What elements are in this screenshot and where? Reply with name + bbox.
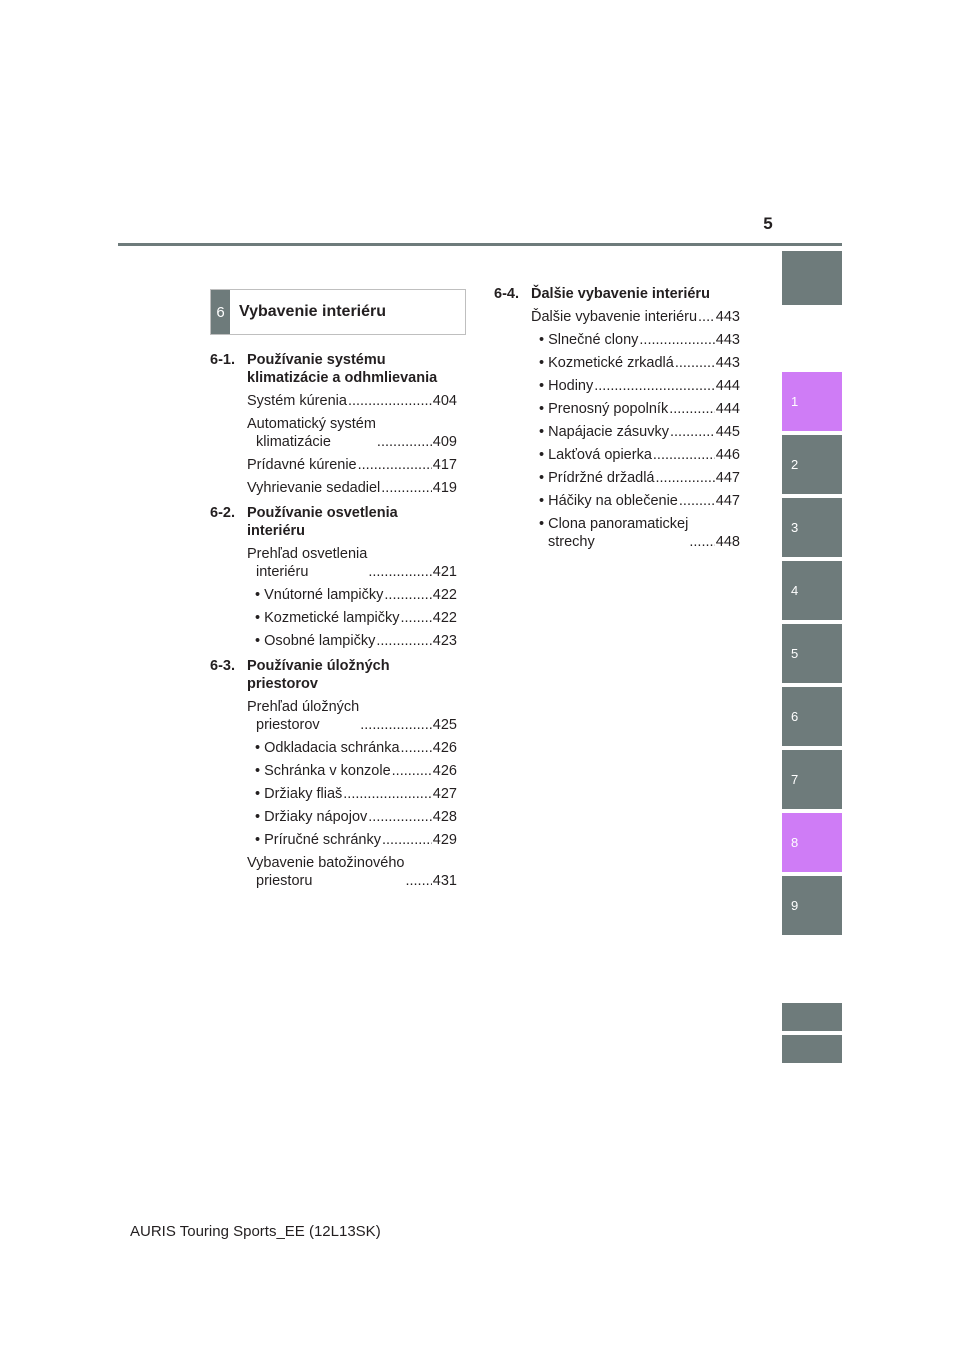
chapter-tab-8[interactable]: 8 <box>782 813 842 872</box>
toc-entry-text: • Slnečné clony <box>539 332 639 348</box>
dot-leader <box>639 331 714 349</box>
toc-entry-text: Automatický systém klimatizácie <box>247 416 376 450</box>
chapter-tab-1[interactable]: 1 <box>782 372 842 431</box>
toc-entry-text: Systém kúrenia <box>247 393 347 409</box>
chapter-tab-4[interactable]: 4 <box>782 561 842 620</box>
chapter-tab-3[interactable]: 3 <box>782 498 842 557</box>
toc-entry-text: Prídavné kúrenie <box>247 457 357 473</box>
subsection-heading[interactable] <box>210 657 457 693</box>
toc-page-number: 404 <box>432 393 457 409</box>
toc-entry[interactable] <box>494 492 740 510</box>
toc-right-column <box>494 285 740 551</box>
toc-entry[interactable] <box>210 415 457 451</box>
toc-page-number: 426 <box>432 763 457 779</box>
toc-entry[interactable] <box>210 632 457 650</box>
toc-entry[interactable] <box>494 446 740 464</box>
toc-entry[interactable] <box>494 354 740 372</box>
toc-entry-text: • Kozmetické zrkadlá <box>539 355 674 371</box>
section-title: Vybavenie interiéru <box>239 303 387 320</box>
subsection-number: 6-1. <box>210 352 235 368</box>
dot-leader <box>405 872 431 890</box>
toc-page-number: 445 <box>715 424 740 440</box>
toc-entry[interactable] <box>210 609 457 627</box>
dot-leader <box>377 433 432 451</box>
dot-leader <box>675 354 715 372</box>
dot-leader <box>392 762 432 780</box>
toc-entry-text: • Hodiny <box>539 378 594 394</box>
toc-entry-text: • Schránka v konzole <box>255 763 391 779</box>
toc-entry[interactable] <box>210 392 457 410</box>
toc-entry[interactable] <box>494 308 740 326</box>
chapter-tab-5[interactable]: 5 <box>782 624 842 683</box>
toc-entry-text: • Príručné schránky <box>255 832 381 848</box>
toc-page-number: 422 <box>432 587 457 603</box>
toc-entry[interactable] <box>210 586 457 604</box>
subsection-heading[interactable] <box>210 504 457 540</box>
toc-entry[interactable] <box>210 831 457 849</box>
toc-entry[interactable] <box>494 469 740 487</box>
toc-entry[interactable] <box>210 698 457 734</box>
section-header <box>210 289 466 335</box>
toc-page-number: 423 <box>432 633 457 649</box>
dot-leader <box>343 785 432 803</box>
subsection-title: Používanie systému klimatizácie a odhmlievania <box>247 352 438 386</box>
toc-entry-text: • Clona panoramatickej strechy <box>539 516 689 550</box>
toc-entry-text: Prehľad osvetlenia interiéru <box>247 546 368 580</box>
dot-leader <box>376 632 431 650</box>
toc-entry[interactable] <box>494 331 740 349</box>
dot-leader <box>348 392 432 410</box>
dot-leader <box>670 423 715 441</box>
dot-leader <box>689 533 714 551</box>
dot-leader <box>653 446 715 464</box>
toc-entry[interactable] <box>494 515 740 551</box>
toc-page-number: 417 <box>432 457 457 473</box>
toc-page-number: 427 <box>432 786 457 802</box>
subsection-title: Ďalšie vybavenie interiéru <box>531 286 710 302</box>
section-number: 6 <box>211 290 230 334</box>
toc-page-number: 447 <box>715 493 740 509</box>
toc-page-number: 444 <box>715 378 740 394</box>
subsection-heading[interactable] <box>210 351 457 387</box>
toc-entry-text: Prehľad úložných priestorov <box>247 699 360 733</box>
chapter-tab-6[interactable]: 6 <box>782 687 842 746</box>
subsection-number: 6-4. <box>494 286 519 302</box>
toc-entry-text: • Napájacie zásuvky <box>539 424 669 440</box>
dot-leader <box>656 469 715 487</box>
toc-entry-text: Vybavenie batožinového priestoru <box>247 855 405 889</box>
toc-entry-text: • Prídržné držadlá <box>539 470 655 486</box>
toc-page-number: 443 <box>715 309 740 325</box>
dot-leader <box>698 308 715 326</box>
toc-entry-text: • Háčiky na oblečenie <box>539 493 678 509</box>
toc-entry-text: • Držiaky nápojov <box>255 809 368 825</box>
chapter-tab-2[interactable]: 2 <box>782 435 842 494</box>
toc-page-number: 447 <box>715 470 740 486</box>
subsection-heading[interactable] <box>494 285 740 303</box>
toc-entry-text: Ďalšie vybavenie interiéru <box>531 309 698 325</box>
toc-page-number: 443 <box>715 355 740 371</box>
dot-leader <box>384 586 431 604</box>
dot-leader <box>401 739 432 757</box>
toc-entry[interactable] <box>494 377 740 395</box>
toc-entry[interactable] <box>210 456 457 474</box>
toc-page-number: 429 <box>432 832 457 848</box>
dot-leader <box>400 609 431 627</box>
toc-page-number: 421 <box>432 564 457 580</box>
dot-leader <box>382 831 432 849</box>
toc-page-number: 444 <box>715 401 740 417</box>
toc-page-number: 419 <box>432 480 457 496</box>
toc-entry-text: • Prenosný popolník <box>539 401 669 417</box>
toc-page-number: 446 <box>715 447 740 463</box>
toc-entry-text: • Držiaky fliaš <box>255 786 343 802</box>
toc-entry[interactable] <box>210 808 457 826</box>
toc-entry[interactable] <box>210 479 457 497</box>
toc-page-number: 425 <box>432 717 457 733</box>
dot-leader <box>679 492 715 510</box>
toc-page-number: 428 <box>432 809 457 825</box>
toc-entry-text: • Kozmetické lampičky <box>255 610 400 626</box>
subsection-title: Používanie osvetlenia interiéru <box>247 505 398 539</box>
toc-entry[interactable] <box>210 739 457 757</box>
subsection-title: Používanie úložných priestorov <box>247 658 390 692</box>
toc-entry[interactable] <box>494 423 740 441</box>
toc-entry[interactable] <box>210 545 457 581</box>
page-number: 5 <box>763 214 773 233</box>
toc-entry-text: • Odkladacia schránka <box>255 740 400 756</box>
dot-leader <box>368 808 432 826</box>
toc-entry-text: • Vnútorné lampičky <box>255 587 384 603</box>
subsection-number: 6-2. <box>210 505 235 521</box>
toc-entry-text: • Lakťová opierka <box>539 447 652 463</box>
chapter-tab-blank[interactable] <box>782 251 842 305</box>
chapter-tab-blank[interactable] <box>782 1003 842 1031</box>
chapter-tab-9[interactable]: 9 <box>782 876 842 935</box>
toc-left-column <box>210 351 457 890</box>
toc-page-number: 426 <box>432 740 457 756</box>
toc-entry[interactable] <box>210 854 457 890</box>
dot-leader <box>358 456 432 474</box>
chapter-tab-blank[interactable] <box>782 1035 842 1063</box>
header-rule <box>118 243 842 246</box>
toc-entry-text: • Osobné lampičky <box>255 633 376 649</box>
dot-leader <box>594 377 715 395</box>
toc-entry[interactable] <box>210 785 457 803</box>
toc-entry[interactable] <box>494 400 740 418</box>
toc-entry-text: Vyhrievanie sedadiel <box>247 480 381 496</box>
toc-page-number: 422 <box>432 610 457 626</box>
toc-page-number: 448 <box>715 534 740 550</box>
toc-page-number: 409 <box>432 434 457 450</box>
chapter-tab-7[interactable]: 7 <box>782 750 842 809</box>
dot-leader <box>360 716 432 734</box>
toc-entry[interactable] <box>210 762 457 780</box>
toc-page-number: 431 <box>432 873 457 889</box>
dot-leader <box>669 400 715 418</box>
dot-leader <box>368 563 431 581</box>
subsection-number: 6-3. <box>210 658 235 674</box>
toc-page-number: 443 <box>715 332 740 348</box>
dot-leader <box>381 479 432 497</box>
footer-model: AURIS Touring Sports_EE (12L13SK) <box>130 1223 381 1240</box>
